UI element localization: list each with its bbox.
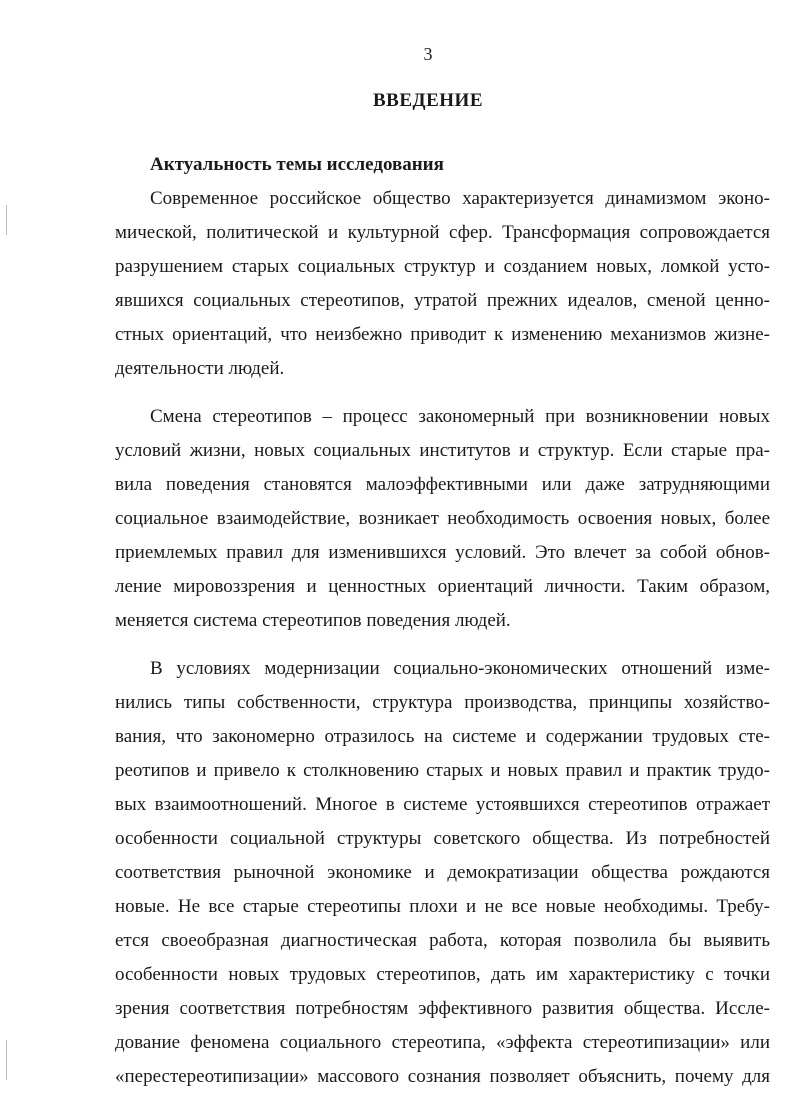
text-line: ется своеобразная диагностическая работа, которая позволила бы выявить [115,930,770,951]
section-heading: Актуальность темы исследования [150,154,444,175]
text-line: В условиях модернизации социально-экономических отношений изме- [150,658,770,679]
text-line: вила поведения становятся малоэффективными или даже затрудняющими [115,474,770,495]
text-line: дование феномена социального стереотипа, «эффекта стереотипизации» или [115,1032,770,1053]
text-line: Современное российское общество характеризуется динамизмом эконо- [150,188,770,209]
text-line: условий жизни, новых социальных институтов и структур. Если старые пра- [115,440,770,461]
text-line: «перестереотипизации» массового сознания позволяет объяснить, почему для [115,1066,770,1087]
text-line: Смена стереотипов – процесс закономерный при возникновении новых [150,406,770,427]
text-line: особенности социальной структуры советского общества. Из потребностей [115,828,770,849]
text-line: стных ориентаций, что неизбежно приводит к изменению механизмов жизне- [115,324,770,345]
text-line: разрушением старых социальных структур и созданием новых, ломкой усто- [115,256,770,277]
text-line: соответствия рыночной экономике и демократизации общества рождаются [115,862,770,883]
page-title: ВВЕДЕНИЕ [373,90,483,111]
text-line: вания, что закономерно отразилось на системе и содержании трудовых сте- [115,726,770,747]
scan-artifact [6,205,7,235]
text-line: явшихся социальных стереотипов, утратой прежних идеалов, сменой ценно- [115,290,770,311]
text-line: особенности новых трудовых стереотипов, дать им характеристику с точки [115,964,770,985]
text-line: меняется система стереотипов поведения людей. [115,610,511,631]
text-line: ление мировоззрения и ценностных ориентаций личности. Таким образом, [115,576,770,597]
text-line: реотипов и привело к столкновению старых и новых правил и практик трудо- [115,760,770,781]
text-line: вых взаимоотношений. Многое в системе устоявшихся стереотипов отражает [115,794,770,815]
scan-artifact [6,1040,7,1080]
text-line: новые. Не все старые стереотипы плохи и не все новые необходимы. Требу- [115,896,770,917]
text-line: зрения соответствия потребностям эффективного развития общества. Иссле- [115,998,770,1019]
text-line: мической, политической и культурной сфер. Трансформация сопровождается [115,222,770,243]
text-line: приемлемых правил для изменившихся условий. Это влечет за собой обнов- [115,542,770,563]
page-number: 3 [423,44,433,64]
text-line: нились типы собственности, структура производства, принципы хозяйство- [115,692,770,713]
text-line: деятельности людей. [115,358,285,379]
text-line: социальное взаимодействие, возникает необходимость освоения новых, более [115,508,770,529]
